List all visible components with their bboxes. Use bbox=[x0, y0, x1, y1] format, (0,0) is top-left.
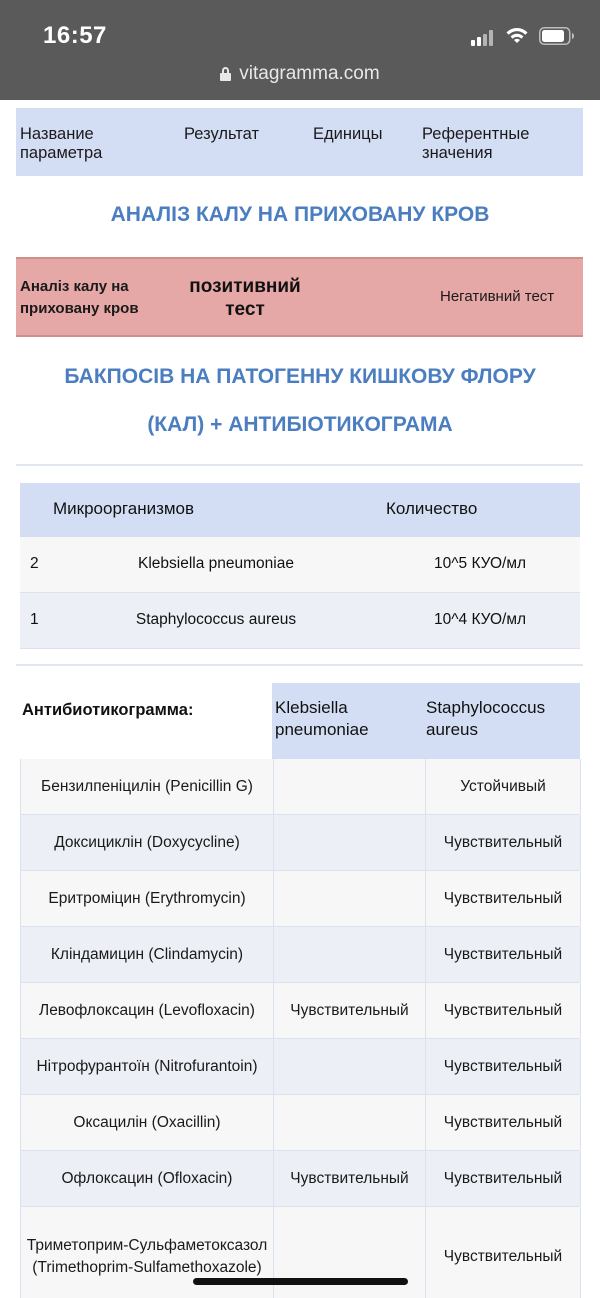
table-row bbox=[21, 927, 580, 983]
battery-icon bbox=[539, 27, 575, 45]
klebsiella-result bbox=[273, 927, 425, 982]
culture-title-line1: БАКПОСІВ НА ПАТОГЕННУ КИШКОВУ ФЛОРУ bbox=[64, 365, 536, 388]
table-row bbox=[21, 1039, 580, 1095]
klebsiella-result bbox=[273, 759, 425, 814]
occult-blood-reference: Негативний тест bbox=[440, 288, 555, 305]
header-units: Единицы bbox=[313, 125, 383, 143]
table-row bbox=[21, 1151, 580, 1207]
header-result: Результат bbox=[184, 125, 260, 143]
staph-result: Чувствительный bbox=[425, 983, 581, 1038]
organism-quantity: 10^5 КУО/мл bbox=[434, 555, 527, 572]
antibiogram-header bbox=[16, 683, 583, 759]
staph-result: Устойчивый bbox=[425, 759, 581, 814]
url-text: vitagramma.com bbox=[239, 63, 380, 84]
drug-name: Оксацилін (Oxacillin) bbox=[73, 1113, 221, 1131]
col-klebsiella: Klebsiella pneumoniae bbox=[272, 683, 424, 759]
table-row bbox=[21, 871, 580, 927]
row-number: 2 bbox=[30, 555, 39, 572]
staph-result: Чувствительный bbox=[425, 927, 581, 982]
drug-name: Доксициклін (Doxycycline) bbox=[54, 833, 240, 851]
col-quantity: Количество bbox=[386, 499, 478, 518]
staph-result: Чувствительный bbox=[425, 815, 581, 870]
table-row bbox=[20, 537, 580, 593]
wifi-icon bbox=[505, 25, 529, 45]
url-bar[interactable] bbox=[0, 63, 600, 85]
occult-blood-result: позитивний тест bbox=[189, 276, 301, 320]
row-number: 1 bbox=[30, 611, 39, 628]
occult-blood-name: Аналіз калу на прихованy кров bbox=[20, 278, 139, 317]
culture-title-line2: (КАЛ) + АНТИБІОТИКОГРАМА bbox=[147, 413, 453, 436]
home-indicator[interactable] bbox=[193, 1278, 408, 1285]
organism-name: Klebsiella pneumoniae bbox=[138, 555, 294, 572]
browser-top-bar bbox=[0, 0, 600, 100]
staph-result: Чувствительный bbox=[425, 1095, 581, 1150]
microorganism-table-header bbox=[20, 483, 580, 537]
klebsiella-result bbox=[273, 1039, 425, 1094]
results-table-header bbox=[16, 108, 583, 176]
occult-blood-title: АНАЛІЗ КАЛУ НА ПРИХОВАНУ КРОВ bbox=[110, 203, 490, 226]
table-row bbox=[21, 983, 580, 1039]
drug-name: Левофлоксацин (Levofloxacin) bbox=[39, 1001, 255, 1019]
drug-name: Еритроміцин (Erythromycin) bbox=[48, 889, 246, 907]
organism-quantity: 10^4 КУО/мл bbox=[434, 611, 527, 628]
klebsiella-result bbox=[273, 815, 425, 870]
drug-name: Триметоприм-Сульфаметоксазол (Trimethoprim-Sulfamethoxazole) bbox=[26, 1236, 268, 1276]
staph-result: Чувствительный bbox=[425, 1039, 581, 1094]
status-time: 16:57 bbox=[43, 22, 107, 49]
lock-icon bbox=[220, 67, 231, 80]
col-staphylococcus: Staphylococcus aureus bbox=[424, 683, 580, 759]
header-param-name: Название параметра bbox=[20, 125, 103, 162]
page-content bbox=[0, 100, 600, 1298]
klebsiella-result bbox=[273, 1095, 425, 1150]
drug-name: Офлоксацин (Ofloxacin) bbox=[61, 1169, 233, 1187]
col-microorganism: Микроорганизмов bbox=[53, 499, 195, 518]
klebsiella-result: Чувствительный bbox=[273, 1151, 425, 1206]
klebsiella-result bbox=[273, 871, 425, 926]
staph-result: Чувствительный bbox=[425, 871, 581, 926]
microorganism-table bbox=[20, 483, 580, 649]
drug-name: Бензилпеніцилін (Penicillin G) bbox=[41, 777, 253, 795]
header-reference: Референтные значения bbox=[422, 125, 530, 162]
klebsiella-result: Чувствительный bbox=[273, 983, 425, 1038]
antibiogram-table bbox=[20, 759, 580, 1298]
divider bbox=[16, 464, 583, 466]
divider bbox=[16, 664, 583, 666]
table-row bbox=[20, 593, 580, 649]
organism-name: Staphylococcus aureus bbox=[135, 611, 297, 628]
table-row bbox=[21, 1095, 580, 1151]
staph-result: Чувствительный bbox=[425, 1207, 581, 1298]
table-row bbox=[21, 759, 580, 815]
table-row bbox=[21, 815, 580, 871]
signal-icon bbox=[471, 30, 497, 46]
antibiogram-title: Антибиотикограмма: bbox=[22, 701, 194, 719]
drug-name: Кліндамицин (Clindamycin) bbox=[50, 945, 244, 963]
staph-result: Чувствительный bbox=[425, 1151, 581, 1206]
drug-name: Нітрофурантоїн (Nitrofurantoin) bbox=[36, 1057, 258, 1075]
occult-blood-row bbox=[16, 257, 583, 337]
